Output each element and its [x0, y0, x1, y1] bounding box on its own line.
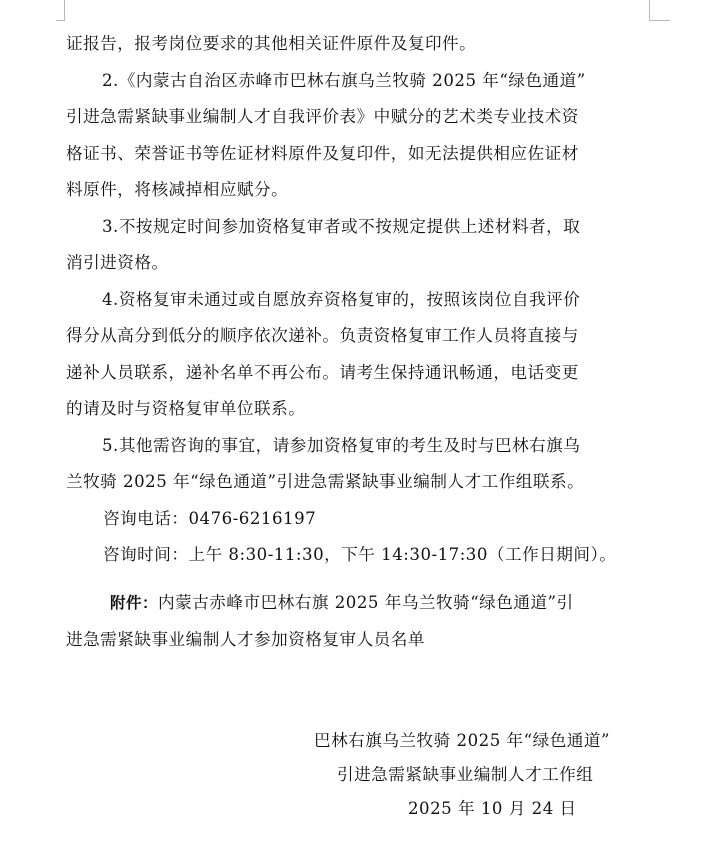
document-body: [66, 26, 654, 574]
paragraph-5-line-2: 兰牧骑 2025 年“绿色通道”引进急需紧缺事业编制人才工作组联系。: [66, 472, 585, 491]
paragraph-4-line-4: 的请及时与资格复审单位联系。: [66, 399, 306, 418]
paragraph-2-line-4: 料原件，将核减掉相应赋分。: [66, 180, 289, 199]
attachment-line-1: [66, 585, 654, 622]
contact-phone: 咨询电话：0476-6216197: [103, 508, 317, 528]
signature-block: [300, 724, 660, 826]
paragraph-1-line-1: 证报告，报考岗位要求的其他相关证件原件及复印件。: [66, 34, 477, 53]
contact-hours: 咨询时间：上午 8:30-11:30，下午 14:30-17:30（工作日期间）。: [103, 545, 617, 564]
paragraph-2-line-3: 格证书、荣誉证书等佐证材料原件及复印件，如无法提供相应佐证材: [66, 143, 579, 163]
attachment-title-part-1: 内蒙古赤峰市巴林右旗 2025 年乌兰牧骑“绿色通道”引: [158, 593, 574, 612]
crop-mark-top-right: [649, 0, 670, 21]
paragraph-3-line-2: 消引进资格。: [66, 253, 169, 272]
attachment-label: 附件：: [110, 594, 159, 612]
attachment-line-2: 进急需紧缺事业编制人才参加资格复审人员名单: [66, 629, 425, 649]
paragraph-4-line-2: 得分从高分到低分的顺序依次递补。负责资格复审工作人员将直接与: [66, 326, 579, 345]
paragraph-4-line-1: 4.资格复审未通过或自愿放弃资格复审的，按照该岗位自我评价: [102, 289, 581, 309]
paragraph-2-line-2: 引进急需紧缺事业编制人才自我评价表》中赋分的艺术类专业技术资: [66, 107, 579, 126]
attachment-block: [66, 585, 654, 658]
paragraph-4-line-3: 递补人员联系，递补名单不再公布。请考生保持通讯畅通，电话变更: [66, 362, 579, 382]
paragraph-5-line-1: 5.其他需咨询的事宜，请参加资格复审的考生及时与巴林右旗乌: [102, 435, 581, 455]
paragraph-3-line-1: 3.不按规定时间参加资格复审者或不按规定提供上述材料者，取: [102, 216, 581, 236]
signature-date: 2025 年 10 月 24 日: [408, 799, 577, 818]
crop-mark-top-left: [56, 0, 65, 21]
signature-org-line-1: 巴林右旗乌兰牧骑 2025 年“绿色通道”: [314, 731, 610, 750]
paragraph-2-line-1: 2.《内蒙古自治区赤峰市巴林右旗乌兰牧骑 2025 年“绿色通道”: [102, 70, 586, 90]
signature-org-line-2: 引进急需紧缺事业编制人才工作组: [337, 765, 594, 784]
